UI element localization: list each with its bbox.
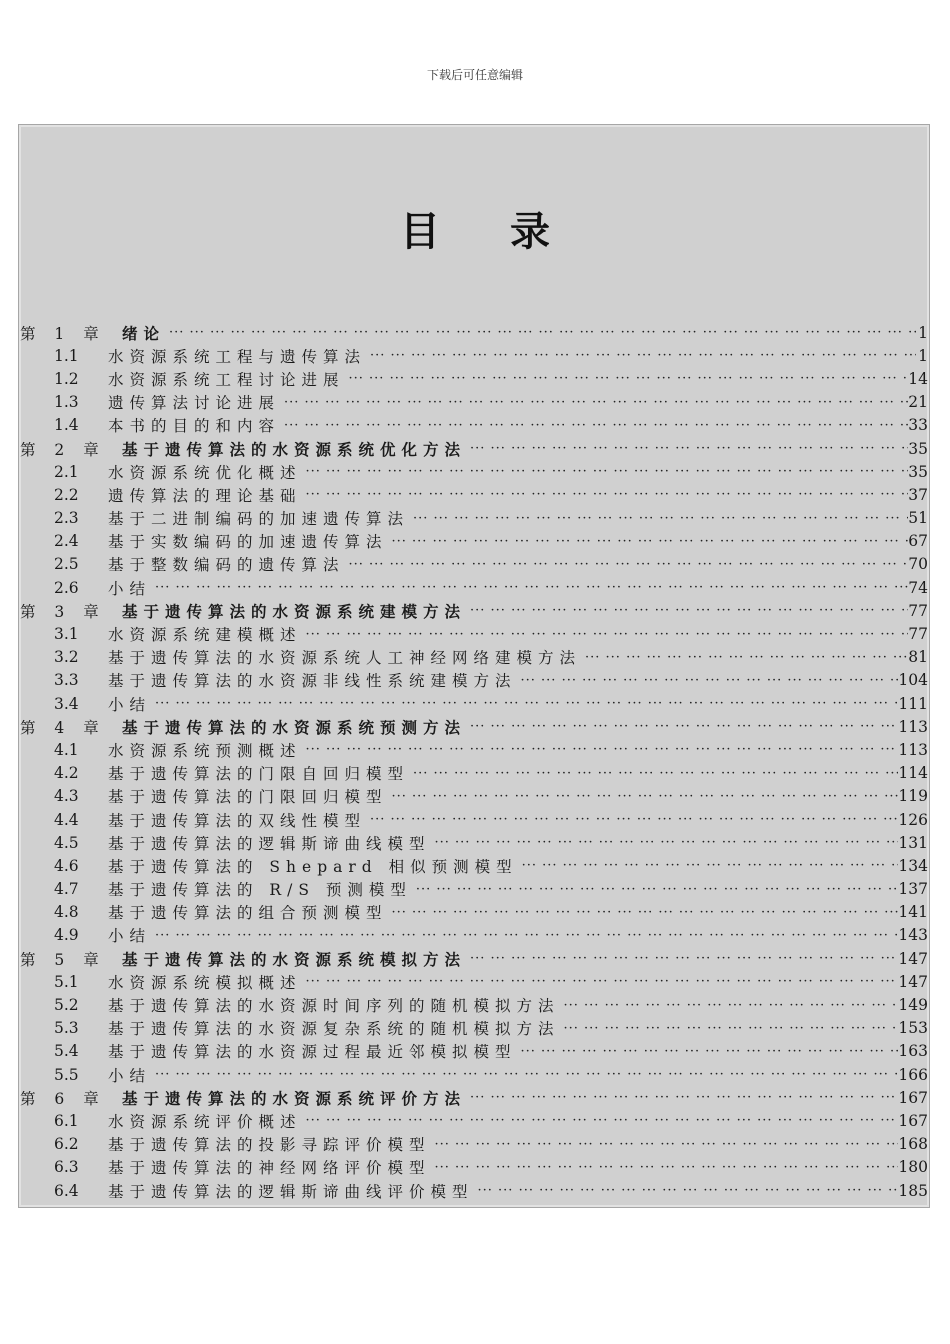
dot-leader (345, 371, 909, 386)
toc-page-number: 185 (898, 1181, 928, 1200)
toc-page-number: 143 (898, 926, 928, 945)
toc-section-row[interactable] (20, 483, 930, 506)
toc-entry-number: 6.4 (54, 1181, 79, 1200)
toc-section-row[interactable] (20, 901, 930, 924)
toc-list (20, 321, 930, 1202)
toc-entry-title: 水资源系统预测概述 (108, 741, 302, 760)
toc-page-number: 147 (898, 972, 928, 991)
toc-entry-title: 基于遗传算法的水资源系统预测方法 (122, 717, 467, 737)
header-note: 下载后可任意编辑 (426, 68, 523, 82)
toc-page-number: 14 (908, 369, 928, 388)
toc-section-row[interactable] (20, 1040, 930, 1063)
toc-page-number: 104 (898, 671, 928, 690)
dot-leader (302, 464, 909, 479)
toc-page-number: 126 (898, 810, 928, 829)
toc-entry-number: 4.9 (54, 926, 79, 945)
toc-page-number: 168 (898, 1135, 928, 1154)
toc-section-row[interactable] (20, 344, 930, 367)
dot-leader (302, 627, 909, 642)
toc-section-row[interactable] (20, 1133, 930, 1156)
toc-section-row[interactable] (20, 878, 930, 901)
dot-leader (409, 766, 898, 781)
toc-page-number: 51 (908, 509, 928, 528)
toc-entry-title: 基于遗传算法的门限回归模型 (108, 788, 388, 807)
toc-entry-number: 4.5 (54, 833, 79, 852)
toc-page-number: 33 (908, 416, 928, 435)
toc-section-row[interactable] (20, 738, 930, 761)
dot-leader (302, 742, 899, 757)
toc-section-row[interactable] (20, 576, 930, 599)
toc-section-row[interactable] (20, 785, 930, 808)
toc-page-number: 1 (918, 346, 928, 365)
toc-entry-title: 基于遗传算法的逻辑斯谛曲线评价模型 (108, 1182, 474, 1201)
toc-entry-title: 小结 (108, 1066, 152, 1085)
toc-entry-title: 基于遗传算法的水资源时间序列的随机模拟方法 (108, 997, 560, 1016)
toc-entry-number: 第 6 章 (20, 1089, 106, 1108)
toc-page-number: 21 (908, 393, 928, 412)
dot-leader (151, 580, 908, 595)
dot-leader (431, 1137, 899, 1152)
dot-leader (151, 928, 898, 943)
toc-entry-number: 4.4 (54, 810, 79, 829)
toc-section-row[interactable] (20, 831, 930, 854)
toc-chapter-row[interactable] (20, 321, 930, 344)
dot-leader (517, 673, 899, 688)
toc-page-number: 67 (908, 532, 928, 551)
toc-entry-number: 1.3 (54, 393, 79, 412)
toc-entry-title: 基于遗传算法的门限自回归模型 (108, 765, 410, 784)
toc-section-row[interactable] (20, 669, 930, 692)
toc-entry-title: 基于遗传算法的投影寻踪评价模型 (108, 1136, 431, 1155)
toc-section-row[interactable] (20, 1017, 930, 1040)
dot-leader (302, 974, 899, 989)
toc-entry-title: 遗传算法讨论进展 (108, 394, 281, 413)
toc-entry-number: 5.2 (54, 996, 79, 1015)
toc-entry-number: 2.5 (54, 555, 79, 574)
toc-section-row[interactable] (20, 1063, 930, 1086)
toc-entry-number: 第 4 章 (20, 718, 106, 737)
toc-entry-title: 水资源系统工程与遗传算法 (108, 347, 367, 366)
dot-leader (466, 603, 908, 618)
dot-leader (302, 487, 909, 502)
toc-page-number: 77 (908, 601, 928, 620)
toc-entry-number: 第 3 章 (20, 602, 106, 621)
page-title: 目录 (400, 208, 620, 255)
toc-page-number: 119 (898, 787, 928, 806)
toc-chapter-row[interactable] (20, 599, 930, 622)
dot-leader (560, 1021, 899, 1036)
toc-page-number: 141 (898, 903, 928, 922)
dot-leader (388, 789, 899, 804)
toc-entry-number: 3.1 (54, 625, 79, 644)
toc-entry-title: 绪论 (122, 323, 166, 343)
toc-entry-title: 基于遗传算法的 R/S 预测模型 (108, 881, 412, 900)
toc-page-number: 113 (898, 740, 928, 759)
toc-entry-title: 水资源系统模拟概述 (108, 973, 302, 992)
toc-entry-number: 1.1 (54, 346, 79, 365)
toc-entry-number: 第 1 章 (20, 324, 106, 343)
toc-entry-number: 6.2 (54, 1135, 79, 1154)
toc-entry-number: 4.7 (54, 880, 79, 899)
toc-entry-title: 基于遗传算法的双线性模型 (108, 811, 367, 830)
dot-leader (345, 557, 909, 572)
toc-entry-title: 水资源系统优化概述 (108, 463, 302, 482)
toc-section-row[interactable] (20, 391, 930, 414)
toc-page-number: 167 (898, 1111, 928, 1130)
toc-section-row[interactable] (20, 460, 930, 483)
toc-entry-title: 基于整数编码的遗传算法 (108, 556, 345, 575)
dot-leader (280, 418, 908, 433)
toc-entry-title: 遗传算法的理论基础 (108, 486, 302, 505)
toc-page-number: 137 (898, 880, 928, 899)
toc-entry-number: 2.6 (54, 578, 79, 597)
toc-entry-number: 2.2 (54, 485, 79, 504)
toc-entry-number: 2.4 (54, 532, 79, 551)
toc-entry-title: 小结 (108, 927, 152, 946)
dot-leader (302, 1113, 899, 1128)
dot-leader (474, 1183, 899, 1198)
toc-entry-title: 基于遗传算法的逻辑斯谛曲线模型 (108, 834, 431, 853)
toc-entry-number: 第 5 章 (20, 950, 106, 969)
toc-entry-number: 4.3 (54, 787, 79, 806)
dot-leader (151, 696, 898, 711)
toc-page-number: 113 (898, 717, 928, 736)
toc-section-row[interactable] (20, 507, 930, 530)
toc-page-number: 37 (908, 485, 928, 504)
toc-chapter-row[interactable] (20, 1086, 930, 1109)
dot-leader (165, 325, 916, 340)
toc-entry-number: 3.3 (54, 671, 79, 690)
dot-leader (466, 951, 898, 966)
toc-entry-title: 基于遗传算法的组合预测模型 (108, 904, 388, 923)
toc-entry-title: 基于遗传算法的神经网络评价模型 (108, 1159, 431, 1178)
dot-leader (431, 835, 899, 850)
toc-entry-number: 1.2 (54, 369, 79, 388)
toc-page-number: 149 (898, 996, 928, 1015)
toc-section-row[interactable] (20, 414, 930, 437)
toc-entry-number: 6.3 (54, 1158, 79, 1177)
toc-section-row[interactable] (20, 367, 930, 390)
toc-entry-title: 基于遗传算法的水资源过程最近邻模拟模型 (108, 1043, 517, 1062)
toc-entry-number: 3.2 (54, 648, 79, 667)
toc-entry-number: 第 2 章 (20, 440, 106, 459)
toc-page-number: 114 (898, 764, 928, 783)
toc-page-number: 1 (918, 323, 928, 342)
toc-page-number: 153 (898, 1019, 928, 1038)
toc-entry-title: 水资源系统评价概述 (108, 1112, 302, 1131)
toc-entry-title: 基于遗传算法的水资源复杂系统的随机模拟方法 (108, 1020, 560, 1039)
toc-section-row[interactable] (20, 1156, 930, 1179)
toc-section-row[interactable] (20, 808, 930, 831)
toc-page-number: 180 (898, 1158, 928, 1177)
toc-section-row[interactable] (20, 924, 930, 947)
dot-leader (366, 812, 898, 827)
toc-section-row[interactable] (20, 1109, 930, 1132)
dot-leader (280, 395, 908, 410)
toc-entry-title: 基于遗传算法的水资源系统模拟方法 (122, 949, 467, 969)
toc-page-number: 131 (898, 833, 928, 852)
toc-page-number: 147 (898, 949, 928, 968)
toc-entry-title: 小结 (108, 579, 152, 598)
toc-entry-title: 基于遗传算法的水资源系统建模方法 (122, 601, 467, 621)
toc-chapter-row[interactable] (20, 437, 930, 460)
dot-leader (151, 1067, 898, 1082)
toc-entry-number: 4.1 (54, 740, 79, 759)
toc-page-number: 77 (908, 625, 928, 644)
toc-section-row[interactable] (20, 622, 930, 645)
toc-entry-number: 5.3 (54, 1019, 79, 1038)
toc-entry-number: 4.8 (54, 903, 79, 922)
dot-leader (581, 650, 908, 665)
dot-leader (412, 882, 899, 897)
toc-entry-title: 水资源系统工程讨论进展 (108, 370, 345, 389)
dot-leader (409, 511, 908, 526)
toc-page-number: 166 (898, 1065, 928, 1084)
dot-leader (466, 719, 898, 734)
toc-section-row[interactable] (20, 854, 930, 877)
toc-entry-number: 1.4 (54, 416, 79, 435)
toc-section-row[interactable] (20, 993, 930, 1016)
toc-entry-title: 基于遗传算法的 Shepard 相似预测模型 (108, 857, 518, 876)
toc-page-number: 163 (898, 1042, 928, 1061)
dot-leader (560, 998, 899, 1013)
toc-section-row[interactable] (20, 692, 930, 715)
toc-section-row[interactable] (20, 553, 930, 576)
toc-entry-title: 水资源系统建模概述 (108, 626, 302, 645)
toc-page-number: 167 (898, 1088, 928, 1107)
dot-leader (366, 348, 916, 363)
toc-entry-number: 2.3 (54, 509, 79, 528)
toc-entry-number: 5.1 (54, 972, 79, 991)
toc-entry-title: 基于遗传算法的水资源系统人工神经网络建模方法 (108, 649, 582, 668)
toc-chapter-row[interactable] (20, 715, 930, 738)
toc-page-number: 81 (908, 648, 928, 667)
toc-page-number: 35 (908, 462, 928, 481)
toc-entry-number: 3.4 (54, 694, 79, 713)
toc-entry-number: 4.6 (54, 856, 79, 875)
dot-leader (517, 1044, 899, 1059)
toc-entry-title: 基于遗传算法的水资源非线性系统建模方法 (108, 672, 517, 691)
toc-page-number: 111 (898, 694, 928, 713)
toc-section-row[interactable] (20, 762, 930, 785)
dot-leader (466, 441, 908, 456)
toc-entry-number: 5.4 (54, 1042, 79, 1061)
toc-entry-title: 本书的目的和内容 (108, 417, 281, 436)
toc-page-number: 74 (908, 578, 928, 597)
dot-leader (388, 905, 899, 920)
dot-leader (518, 858, 899, 873)
toc-entry-title: 基于遗传算法的水资源系统评价方法 (122, 1088, 467, 1108)
toc-entry-title: 基于遗传算法的水资源系统优化方法 (122, 439, 467, 459)
toc-entry-number: 5.5 (54, 1065, 79, 1084)
toc-section-row[interactable] (20, 970, 930, 993)
toc-page-number: 70 (908, 555, 928, 574)
dot-leader (388, 534, 909, 549)
toc-entry-number: 4.2 (54, 764, 79, 783)
toc-section-row[interactable] (20, 530, 930, 553)
toc-entry-number: 2.1 (54, 462, 79, 481)
toc-page-number: 134 (898, 856, 928, 875)
toc-section-row[interactable] (20, 1179, 930, 1202)
toc-section-row[interactable] (20, 646, 930, 669)
dot-leader (431, 1160, 899, 1175)
toc-entry-number: 6.1 (54, 1111, 79, 1130)
toc-entry-title: 基于二进制编码的加速遗传算法 (108, 510, 410, 529)
toc-page-number: 35 (908, 439, 928, 458)
toc-chapter-row[interactable] (20, 947, 930, 970)
toc-entry-title: 基于实数编码的加速遗传算法 (108, 533, 388, 552)
dot-leader (466, 1090, 898, 1105)
toc-entry-title: 小结 (108, 695, 152, 714)
